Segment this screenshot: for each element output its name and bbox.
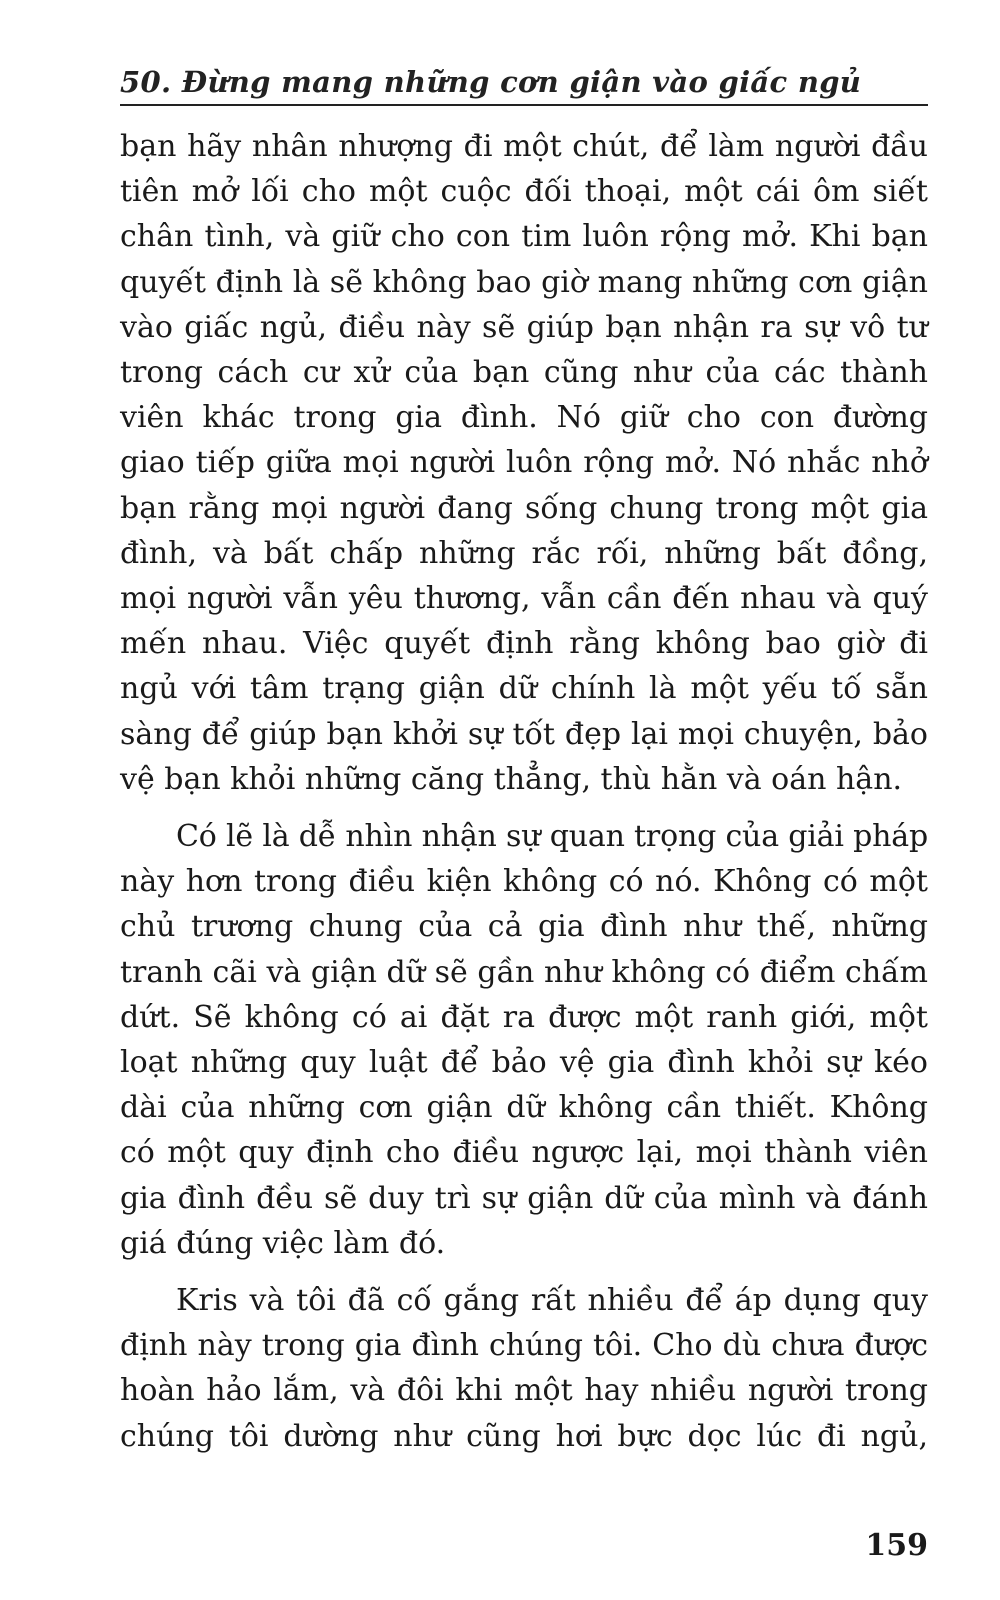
text-line: trong cách cư xử của bạn cũng như của các thành — [120, 355, 928, 391]
running-header — [120, 56, 928, 106]
text-line: chúng tôi dường như cũng hơi bực dọc lúc đi ngủ, — [120, 1418, 928, 1454]
paragraph-2 — [120, 814, 928, 1266]
text-line: quyết định là sẽ không bao giờ mang những cơn giận — [120, 264, 928, 300]
text-line: Có lẽ là dễ nhìn nhận sự quan trọng của giải pháp — [176, 819, 928, 855]
text-line: này hơn trong điều kiện không có nó. Không có một — [120, 864, 928, 900]
text-line: Kris và tôi đã cố gắng rất nhiều để áp dụng quy — [176, 1283, 928, 1319]
text-line: bạn rằng mọi người đang sống chung trong một gia — [120, 490, 928, 526]
page-number: 159 — [865, 1528, 928, 1563]
paragraph-3 — [120, 1278, 928, 1459]
text-line: dài của những cơn giận dữ không cần thiết. Không — [120, 1090, 928, 1126]
text-line: hoàn hảo lắm, và đôi khi một hay nhiều người trong — [120, 1373, 928, 1409]
paragraph-1 — [120, 124, 928, 802]
text-line: vào giấc ngủ, điều này sẽ giúp bạn nhận ra sự vô tư — [120, 309, 928, 345]
text-line: ngủ với tâm trạng giận dữ chính là một yếu tố sẵn — [120, 671, 928, 707]
text-line: định này trong gia đình chúng tôi. Cho dù chưa được — [120, 1328, 928, 1364]
text-line: vệ bạn khỏi những căng thẳng, thù hằn và oán hận. — [120, 761, 903, 797]
text-line: gia đình đều sẽ duy trì sự giận dữ của mình và đánh — [120, 1180, 928, 1216]
body-text — [120, 124, 928, 1459]
text-line: chủ trương chung của cả gia đình như thế, những — [120, 909, 928, 945]
text-line: mọi người vẫn yêu thương, vẫn cần đến nhau và quý — [120, 581, 928, 617]
text-line: dứt. Sẽ không có ai đặt ra được một ranh giới, một — [120, 999, 928, 1035]
chapter-title: 50. Đừng mang những cơn giận vào giấc ngủ — [120, 65, 862, 99]
text-line: loạt những quy luật để bảo vệ gia đình khỏi sự kéo — [120, 1045, 928, 1081]
text-line: tranh cãi và giận dữ sẽ gần như không có điểm chấm — [120, 954, 928, 990]
text-line: đình, và bất chấp những rắc rối, những bất đồng, — [120, 535, 928, 571]
text-line: viên khác trong gia đình. Nó giữ cho con đường — [120, 400, 928, 436]
text-line: chân tình, và giữ cho con tim luôn rộng mở. Khi bạn — [120, 219, 928, 255]
text-line: sàng để giúp bạn khởi sự tốt đẹp lại mọi chuyện, bảo — [120, 716, 928, 752]
text-line: tiên mở lối cho một cuộc đối thoại, một cái ôm siết — [120, 174, 928, 210]
text-line: giá đúng việc làm đó. — [120, 1225, 446, 1261]
text-line: có một quy định cho điều ngược lại, mọi thành viên — [120, 1135, 928, 1171]
text-line: giao tiếp giữa mọi người luôn rộng mở. Nó nhắc nhở — [120, 445, 928, 481]
text-line: mến nhau. Việc quyết định rằng không bao giờ đi — [120, 626, 928, 662]
text-line: bạn hãy nhân nhượng đi một chút, để làm người đầu — [120, 129, 928, 164]
